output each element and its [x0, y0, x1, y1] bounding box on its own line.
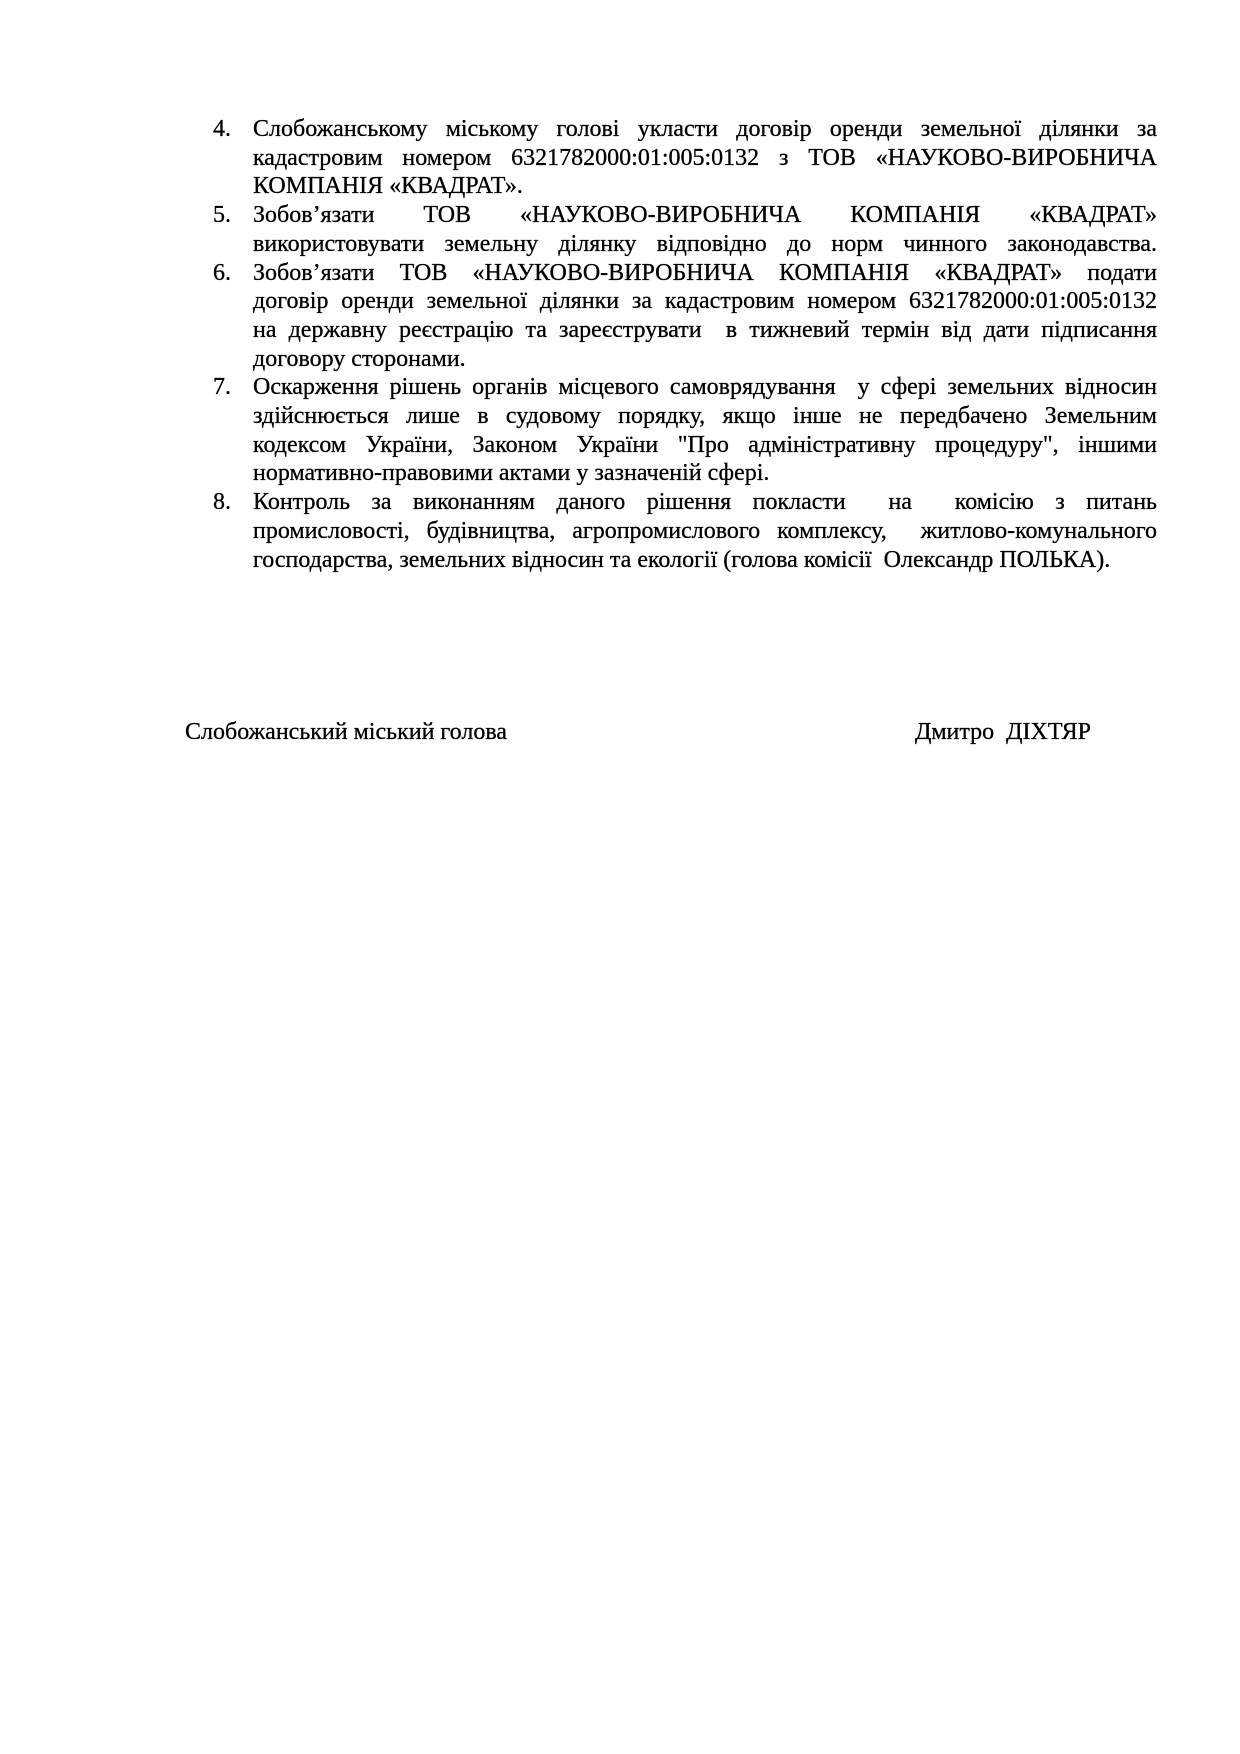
list-item-4 — [213, 115, 1157, 201]
item-number: 4. — [213, 116, 231, 142]
text-line: Оскарження рішень органів місцевого самоврядування у сфері земельних відносин — [253, 374, 1157, 401]
list-item-5 — [213, 201, 1157, 258]
text-line: здійснюється лише в судовому порядку, якщо інше не передбачено Земельним — [253, 403, 1157, 430]
text-line: договору сторонами. — [253, 345, 466, 372]
text-line: Контроль за виконанням даного рішення покласти на комісію з питань — [253, 489, 1157, 516]
text-line: промисловості, будівництва, агропромислового комплексу, житлово-комунального — [253, 517, 1157, 544]
text-line: нормативно-правовими актами у зазначеній сфері. — [253, 460, 770, 487]
text-line: договір оренди земельної ділянки за кадастровим номером 6321782000:01:005:0132 — [253, 288, 1157, 315]
text-line: Слобожанському міському голові укласти договір оренди земельної ділянки за — [253, 116, 1157, 142]
text-line: Зобов’язати ТОВ «НАУКОВО-ВИРОБНИЧА КОМПАНІЯ «КВАДРАТ» подати — [253, 259, 1157, 286]
list-item-8 — [213, 488, 1157, 574]
numbered-list — [213, 115, 1157, 574]
item-number: 8. — [213, 489, 231, 516]
text-line: на державну реєстрацію та зареєструвати в тижневий термін від дати підписання — [253, 316, 1157, 343]
text-line: кодексом України, Законом України "Про адміністративну процедуру", іншими — [253, 431, 1157, 458]
text-line: кадастровим номером 6321782000:01:005:0132 з ТОВ «НАУКОВО-ВИРОБНИЧА — [253, 144, 1157, 171]
item-number: 6. — [213, 259, 231, 286]
signature-name: Дмитро ДІХТЯР — [915, 719, 1091, 745]
list-item-7 — [213, 373, 1157, 488]
item-number: 5. — [213, 202, 231, 229]
text-line: Зобов’язати ТОВ «НАУКОВО-ВИРОБНИЧА КОМПАНІЯ «КВАДРАТ» — [253, 202, 1157, 229]
text-line: використовувати земельну ділянку відповідно до норм чинного законодавства. — [253, 230, 1157, 257]
list-item-6 — [213, 259, 1157, 374]
signature-title: Слобожанський міський голова — [185, 719, 507, 745]
item-number: 7. — [213, 374, 231, 401]
text-line: КОМПАНІЯ «КВАДРАТ». — [253, 173, 523, 200]
text-line: господарства, земельних відносин та екології (голова комісії Олександр ПОЛЬКА). — [253, 546, 1111, 573]
